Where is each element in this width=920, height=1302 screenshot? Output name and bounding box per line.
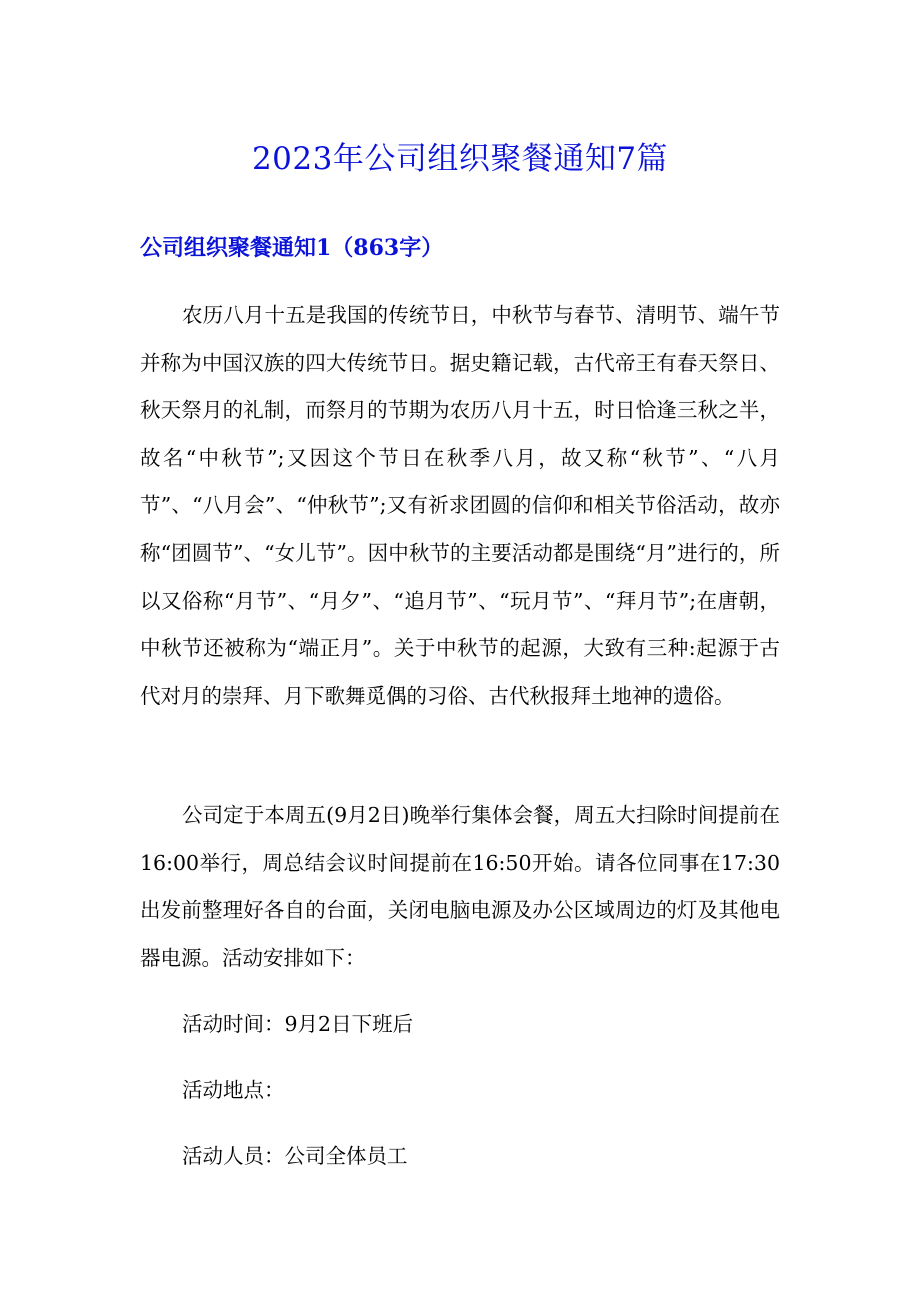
body-paragraph: 公司定于本周五(9月2日)晚举行集体会餐，周五大扫除时间提前在16:00举行，周总结会议时间提前在16:50开始。请各位同事在17:30出发前整理好各自的台面，关闭电脑电源及办公区域周边的灯及其他电器电源。活动安排如下： (140, 803, 780, 970)
section-heading: 公司组织聚餐通知1（863字） (140, 235, 444, 261)
body-paragraph: 农历八月十五是我国的传统节日，中秋节与春节、清明节、端午节并称为中国汉族的四大传统节日。据史籍记载，古代帝王有春天祭日、秋天祭月的礼制，而祭月的节期为农历八月十五，时日恰逢三秋之半，故名“中秋节”;又因这个节日在秋季八月，故又称“秋节”、“八月节”、“八月会”、“仲秋节”;又有祈求团圆的信仰和相关节俗活动，故亦称“团圆节”、“女儿节”。因中秋节的主要活动都是围绕“月”进行的，所以又俗称“月节”、“月夕”、“追月节”、“玩月节”、“拜月节”;在唐朝，中秋节还被称为“端正月”。关于中秋节的起源，大致有三种:起源于古代对月的崇拜、月下歌舞觅偶的习俗、古代秋报拜土地神的遗俗。 (140, 303, 780, 708)
activity-time-line: 活动时间：9月2日下班后 (182, 1012, 414, 1036)
activity-location-line: 活动地点： (182, 1078, 285, 1102)
document-title: 2023年公司组织聚餐通知7篇 (251, 141, 669, 177)
activity-participants-line: 活动人员：公司全体员工 (182, 1144, 408, 1168)
